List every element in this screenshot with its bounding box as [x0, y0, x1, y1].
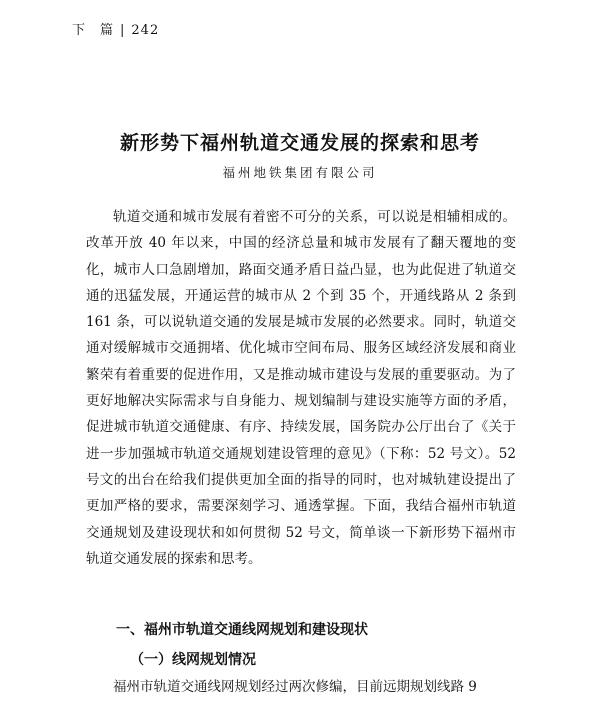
header-separator: | — [120, 23, 126, 38]
running-header — [72, 19, 159, 38]
subsection-heading: （一）线网规划情况 — [130, 652, 256, 668]
section-label: 下 篇 — [72, 23, 115, 38]
article-title: 新形势下福州轨道交通发展的探索和思考 — [119, 132, 480, 154]
page-number: 242 — [131, 23, 160, 38]
body-paragraph-network: 福州市轨道交通线网规划经过两次修编，目前远期规划线路 9 — [113, 679, 477, 695]
body-paragraph-intro: 轨道交通和城市发展有着密不可分的关系，可以说是相辅相成的。改革开放 40 年以来，中国的经济总量和城市发展有了翻天覆地的变化，城市人口急剧增加，路面交通矛盾日益凸显，也为此促进了轨道交通的迅猛发展，开通运营的城市从 2 个到 35 个，开通线路从 2 条到 161 条，可以说轨道交通的发展是城市发展的必然要求。同时，轨道交通对缓解城市交通拥堵、优化城市空间布局、服务区域经济发展和商业繁荣有着重要的促进作用，又是推动城市建设与发展的重要驱动。为了更好地解决实际需求与自身能力、规划编制与建设实施等方面的矛盾，促进城市轨道交通健康、有序、持续发展，国务院办公厅出台了《关于进一步加强城市轨道交通规划建设管理的意见》（下称：52 号文）。52 号文的出台在给我们提供更加全面的指导的同时，也对城轨建设提出了更加严格的要求，需要深刻学习、通透掌握。下面，我结合福州市轨道交通规划及建设现状和如何贯彻 52 号文，简单谈一下新形势下福州市轨道交通发展的探索和思考。 — [86, 209, 516, 567]
section-heading: 一、福州市轨道交通线网规划和建设现状 — [116, 622, 368, 638]
article-author: 福州地铁集团有限公司 — [222, 165, 378, 180]
